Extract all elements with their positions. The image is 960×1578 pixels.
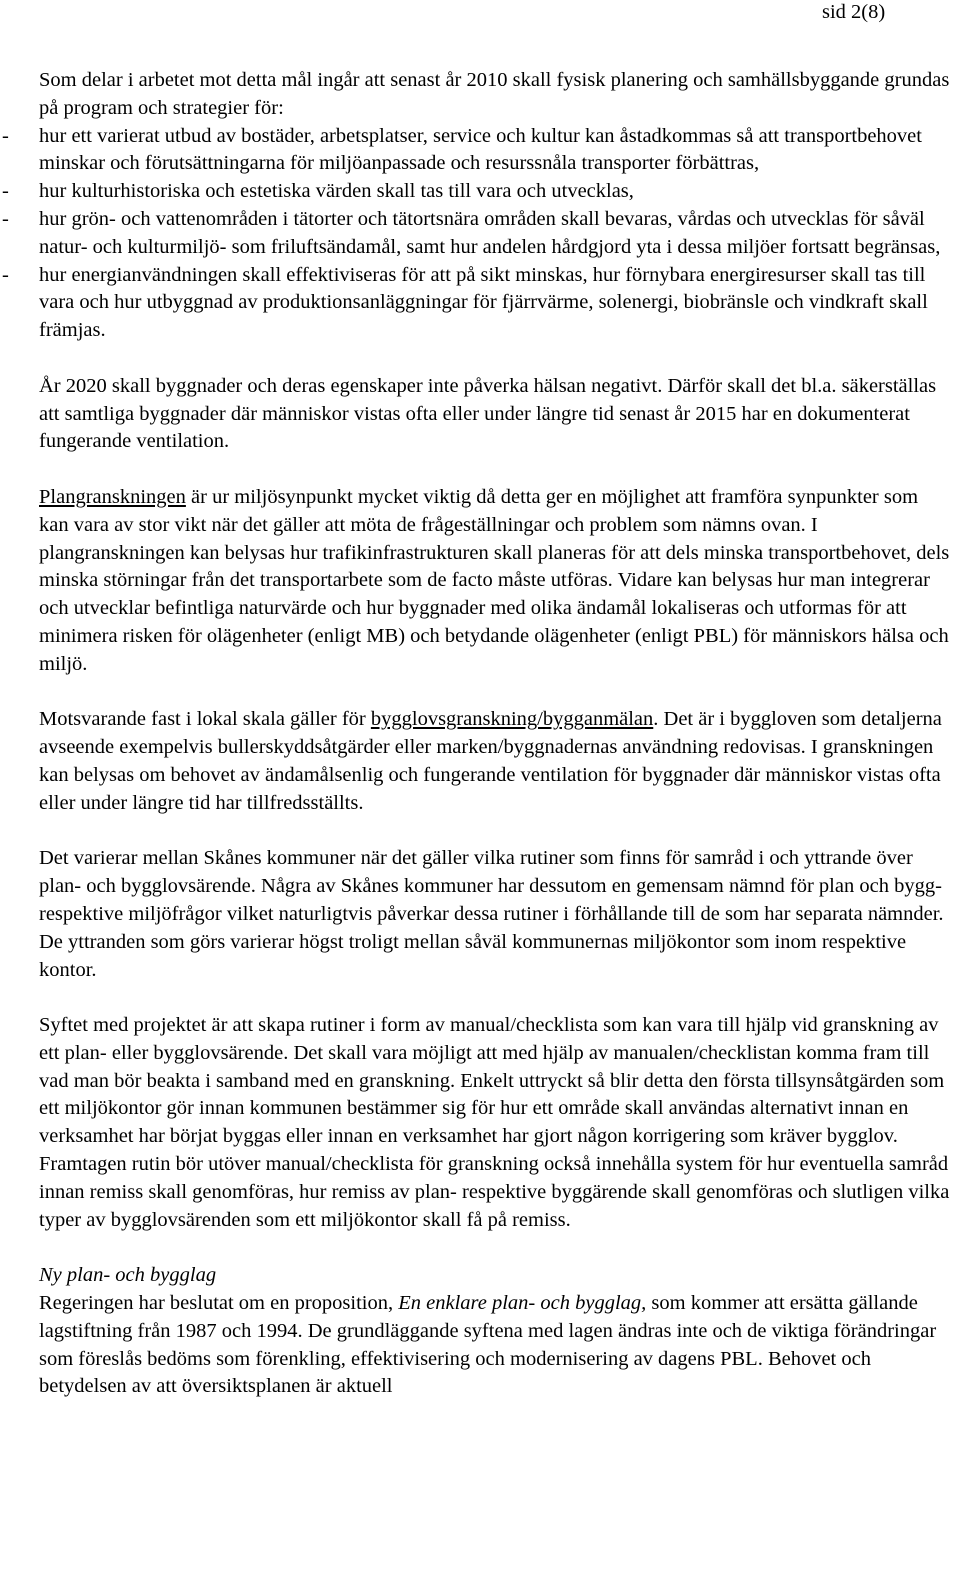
paragraph-rutiner: Det varierar mellan Skånes kommuner när det gäller vilka rutiner som finns för samråd i och yttrande över plan- och bygglovsärende. Några av Skånes kommuner har dessutom en gemensam nämnd för plan och bygg- respektive miljöfrågor vilket naturligtvis påverkar dessa rutiner i förhållande till de som har separata nämnder. De yttranden som görs varierar högst troligt mellan såväl kommunernas miljökontor som inom respektive kontor. bbox=[39, 847, 944, 981]
document-body bbox=[2, 67, 951, 1401]
paragraph-text: . Det är i byggloven som detaljerna avseende exempelvis bullerskyddsåtgärder eller marken/byggnadernas användning redovisas. I granskningen kan belysas om behovet av ändamålsenlig och fungerande ventilation för byggnader där människor vistas ofta eller under längre tid har tillfredsställts. bbox=[39, 708, 942, 814]
paragraph-syfte: Syftet med projektet är att skapa rutiner i form av manual/checklista som kan vara till hjälp vid granskning av ett plan- eller bygglovsärende. Det skall vara möjligt att med hjälp av manualen/checklistan komma fram till vad man bör beakta i samband med en granskning. Enkelt uttryckt så blir detta den första tillsynsåtgärden som ett miljökontor gör innan kommunen bestämmer sig för hur ett område skall användas alternativt innan en verksamhet har börjat byggas eller innan en verksamhet har gjort någon korrigering som kräver bygglov. Framtagen rutin bör utöver manual/checklista för granskning också innehålla system för hur eventuella samråd innan remiss skall genomföras, hur remiss av plan- respektive byggärende skall genomföras och slutligen vilka typer av bygglovsärenden som ett miljökontor skall få på remiss. bbox=[39, 1014, 950, 1231]
bullet-dash: - bbox=[2, 124, 9, 147]
paragraph-text: Regeringen har beslutat om en proposition, bbox=[39, 1292, 399, 1315]
bullet-list bbox=[2, 123, 951, 345]
intro-paragraph: Som delar i arbetet mot detta mål ingår att senast år 2010 skall fysisk planering och samhällsbyggande grundas på program och strategier för: bbox=[39, 69, 950, 119]
plangranskning-link[interactable]: Plangranskningen bbox=[39, 485, 186, 508]
section-heading-text: Ny plan- och bygglag bbox=[39, 1264, 217, 1287]
section-heading bbox=[39, 1262, 951, 1290]
list-item-text: hur energianvändningen skall effektiviseras för att på sikt minskas, hur förnybara energiresurser skall tas till vara och hur utbyggnad av produktionsanläggningar för fjärrvärme, solenergi, biobränsle och vindkraft skall främjas. bbox=[39, 263, 928, 342]
bullet-dash: - bbox=[2, 263, 9, 286]
list-item-text: hur grön- och vattenområden i tätorter och tätortsnära områden skall bevaras, vårdas och utvecklas för såväl natur- och kulturmiljö- som friluftsändamål, samt hur andelen hårdgjord yta i dessa miljöer fortsatt begränsas, bbox=[39, 207, 941, 258]
bullet-dash: - bbox=[2, 180, 9, 203]
bygglovsgranskning-link[interactable]: bygglovsgranskning/bygganmälan bbox=[370, 708, 654, 731]
list-item bbox=[2, 262, 951, 345]
paragraph-text: som kommer att ersätta gällande lagstiftning från 1987 och 1994. De grundläggande syftena med lagen ändras inte och de viktiga förändringar som föreslås bedöms som förenkling, effektivisering och modernisering av dagens PBL. Behovet och betydelsen av att översiktsplanen är aktuell bbox=[39, 1292, 937, 1398]
bullet-dash: - bbox=[2, 207, 9, 230]
page-number: sid 2(8) bbox=[822, 1, 886, 23]
paragraph-ny-plan bbox=[39, 1290, 951, 1401]
paragraph-text: Motsvarande fast i lokal skala gäller för bbox=[39, 708, 371, 731]
paragraph-bygglov bbox=[39, 706, 951, 817]
list-item-text: hur ett varierat utbud av bostäder, arbetsplatser, service och kultur kan åstadkommas så att transportbehovet minskar och förutsättningarna för miljöanpassade och resurssnåla transporter förbättras, bbox=[39, 124, 922, 175]
paragraph-text: är ur miljösynpunkt mycket viktig då detta ger en möjlighet att framföra synpunkter som kan vara av stor vikt när det gäller att möta de frågeställningar och problem som nämns ovan. I plangranskningen kan belysas hur trafikinfrastrukturen skall planeras för att dels minska transportbehovet, dels minska störningar från det transportarbete som de facto måste utföras. Vidare kan belysas hur man integrerar och utvecklar befintliga naturvärde och hur byggnader med olika ändamål lokaliseras och utformas för att minimera risken för olägenheter (enligt MB) och betydande olägenheter (enligt PBL) för människors hälsa och miljö. bbox=[39, 485, 950, 675]
proposition-title: En enklare plan- och bygglag, bbox=[398, 1292, 647, 1315]
list-item-text: hur kulturhistoriska och estetiska värden skall tas till vara och utvecklas, bbox=[39, 180, 634, 203]
paragraph-2020: År 2020 skall byggnader och deras egenskaper inte påverka hälsan negativt. Därför skall det bl.a. säkerställas att samtliga byggnader där människor vistas ofta eller under längre tid senast år 2015 har en dokumenterat fungerande ventilation. bbox=[39, 374, 937, 453]
list-item bbox=[2, 178, 951, 206]
list-item bbox=[2, 206, 951, 262]
list-item bbox=[2, 123, 951, 179]
paragraph-plangranskning bbox=[39, 484, 951, 679]
